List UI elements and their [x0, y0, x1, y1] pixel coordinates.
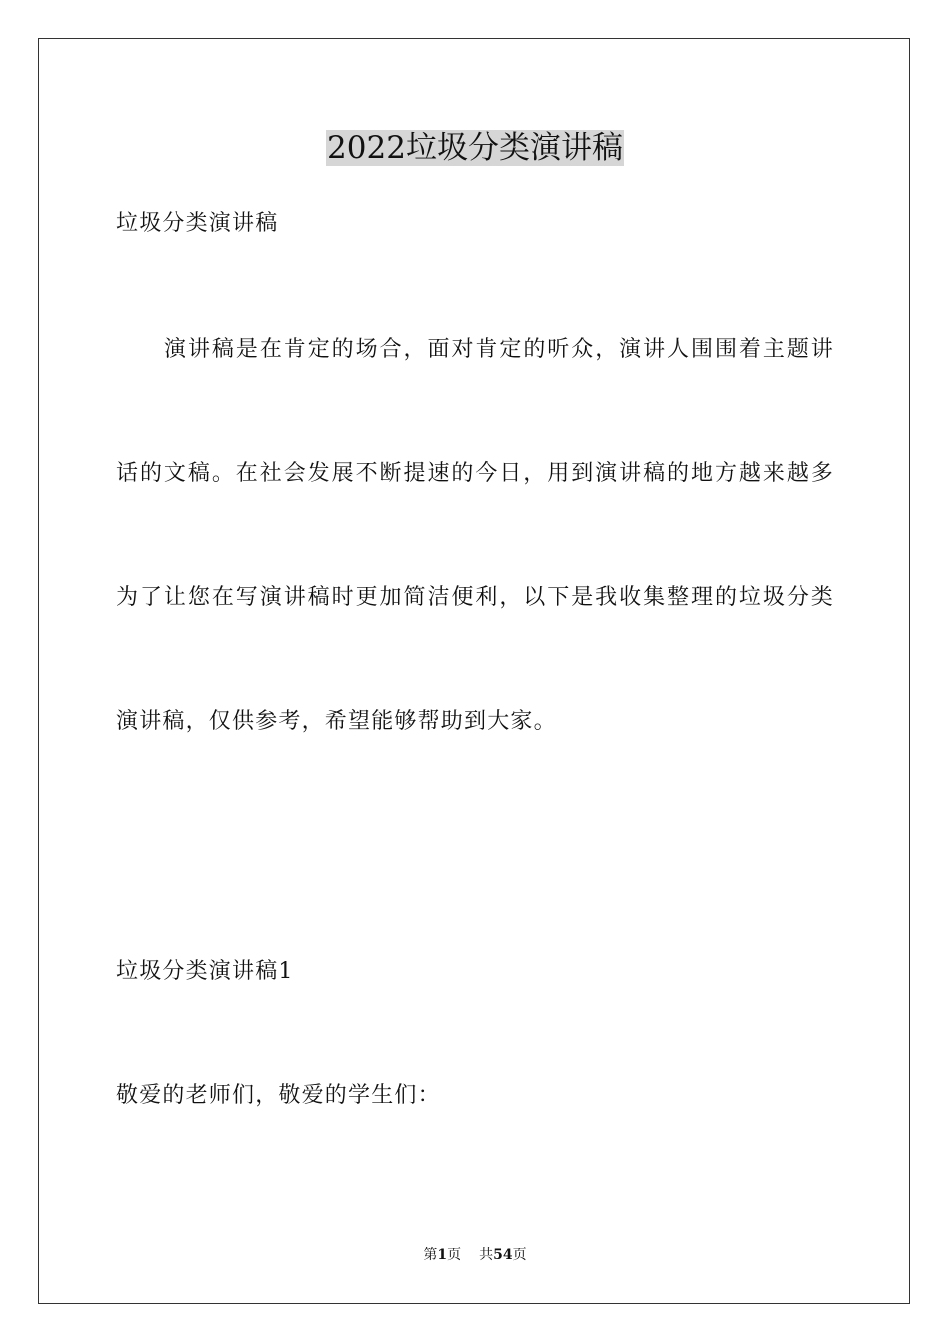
- salutation: 敬爱的老师们，敬爱的学生们：: [116, 1083, 441, 1108]
- intro-line-1: 演讲稿是在肯定的场合，面对肯定的听众，演讲人围围着主题讲: [164, 337, 834, 362]
- intro-line-4: 演讲稿，仅供参考，希望能够帮助到大家。: [116, 709, 557, 734]
- total-suffix: 页: [512, 1247, 527, 1263]
- document-heading: 垃圾分类演讲稿: [116, 211, 279, 236]
- page-suffix: 页: [447, 1247, 462, 1263]
- document-title: [0, 128, 950, 168]
- section-heading: 垃圾分类演讲稿1: [116, 959, 294, 984]
- total-prefix: 共: [479, 1247, 494, 1263]
- total-pages: 54: [493, 1247, 513, 1263]
- intro-line-2: 话的文稿。在社会发展不断提速的今日，用到演讲稿的地方越来越多: [116, 461, 834, 486]
- page-number: 1: [437, 1247, 448, 1263]
- document-title-text: 2022垃圾分类演讲稿: [327, 130, 623, 166]
- intro-line-3: 为了让您在写演讲稿时更加简洁便利，以下是我收集整理的垃圾分类: [116, 585, 834, 610]
- page-footer: [0, 1246, 950, 1264]
- page-prefix: 第: [423, 1247, 438, 1263]
